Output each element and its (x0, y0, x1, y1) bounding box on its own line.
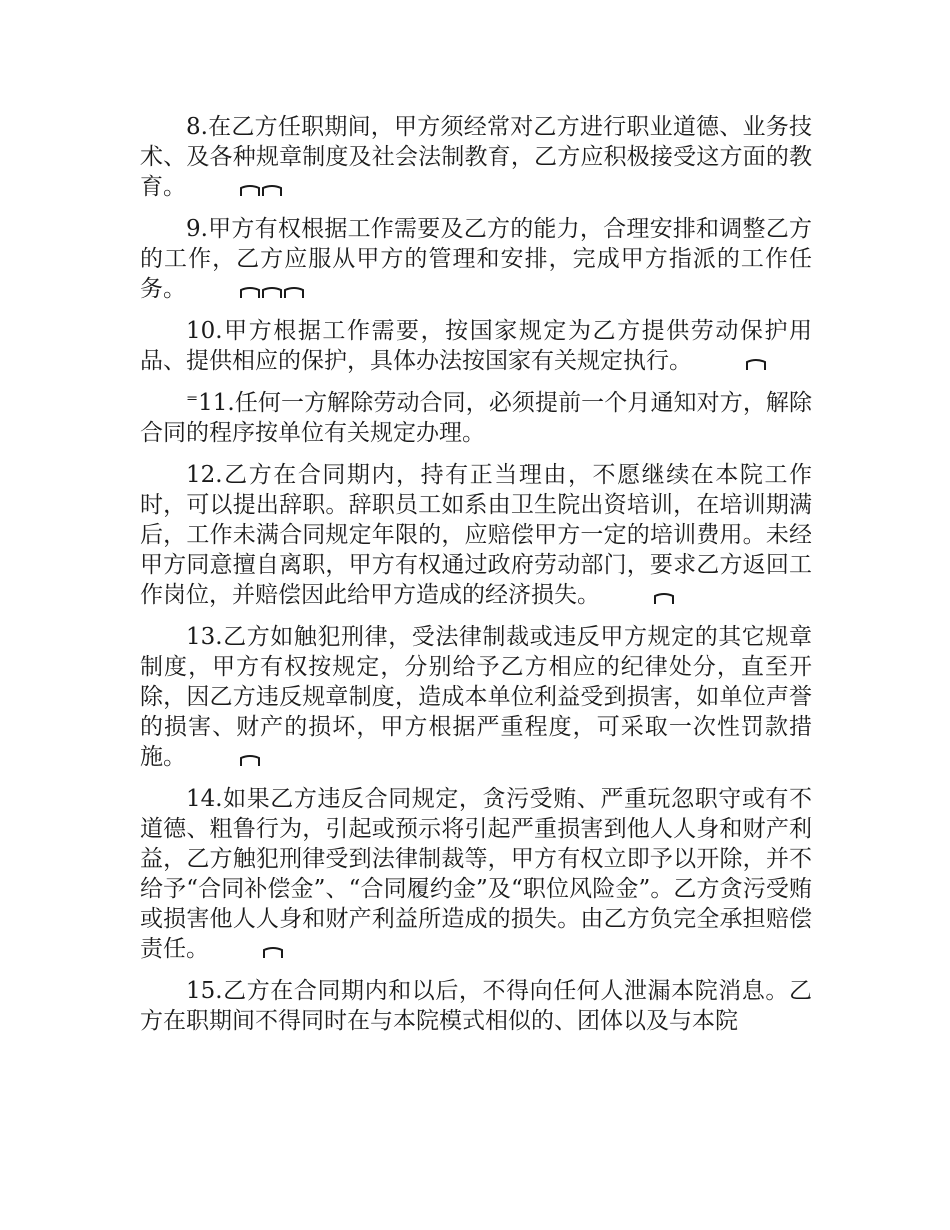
clause-text: 13.乙方如触犯刑律，受法律制裁或违反甲方规定的其它规章制度，甲方有权按规定，分别给予乙方相应的纪律处分，直至开除，因乙方违反规章制度，造成本单位利益受到损害，如单位声誉的损害、财产的损坏，甲方根据严重程度，可采取一次性罚款措施。 (140, 624, 812, 770)
paragraph-mark-glyph (241, 288, 259, 298)
paragraph-mark-icon (217, 934, 283, 964)
clause-text: ⁼11.任何一方解除劳动合同，必须提前一个月通知对方，解除合同的程序按单位有关规定办理。 (140, 390, 812, 446)
clause-15 (140, 976, 812, 1036)
clause-13 (140, 622, 812, 772)
paragraph-mark-icon (608, 580, 674, 610)
clause-text: 8.在乙方任职期间，甲方须经常对乙方进行职业道德、业务技术、及各种规章制度及社会法制教育，乙方应积极接受这方面的教育。 (140, 114, 812, 200)
paragraph-mark-glyph (263, 186, 281, 196)
clause-8 (140, 112, 812, 202)
paragraph-mark-svg (746, 357, 766, 371)
paragraph-mark-glyph (241, 756, 259, 766)
paragraph-mark-glyph (747, 360, 765, 370)
paragraph-mark-glyph (285, 288, 303, 298)
paragraph-mark-icon (194, 742, 260, 772)
paragraph-mark-svg (240, 183, 282, 197)
clause-10 (140, 316, 812, 376)
clause-text: 15.乙方在合同期内和以后，不得向任何人泄漏本院消息。乙方在职期间不得同时在与本院模式相似的、团体以及与本院 (140, 978, 812, 1034)
paragraph-mark-glyph (241, 186, 259, 196)
clause-12 (140, 460, 812, 610)
clause-11 (140, 388, 812, 448)
paragraph-mark-svg (654, 591, 674, 605)
clause-text: 12.乙方在合同期内，持有正当理由，不愿继续在本院工作时，可以提出辞职。辞职员工如系由卫生院出资培训，在培训期满后，工作未满合同规定年限的，应赔偿甲方一定的培训费用。未经甲方同意擅自离职，甲方有权通过政府劳动部门，要求乙方返回工作岗位，并赔偿因此给甲方造成的经济损失。 (140, 462, 812, 608)
paragraph-mark-icon (194, 274, 304, 304)
clause-text: 10.甲方根据工作需要，按国家规定为乙方提供劳动保护用品、提供相应的保护，具体办法按国家有关规定执行。 (140, 318, 812, 374)
paragraph-mark-glyph (263, 288, 281, 298)
paragraph-mark-icon (194, 172, 282, 202)
paragraph-mark-svg (240, 285, 304, 299)
clause-text: 9.甲方有权根据工作需要及乙方的能力，合理安排和调整乙方的工作，乙方应服从甲方的管理和安排，完成甲方指派的工作任务。 (140, 216, 812, 302)
paragraph-mark-glyph (655, 594, 673, 604)
clause-text: 14.如果乙方违反合同规定，贪污受贿、严重玩忽职守或有不道德、粗鲁行为，引起或预示将引起严重损害到他人人身和财产利益，乙方触犯刑律受到法律制裁等，甲方有权立即予以开除，并不给予“合同补偿金”、“合同履约金”及“职位风险金”。乙方贪污受贿或损害他人人身和财产利益所造成的损失。由乙方负完全承担赔偿责任。 (140, 786, 812, 962)
paragraph-mark-svg (263, 945, 283, 959)
contract-clauses (140, 112, 812, 1048)
paragraph-mark-glyph (264, 948, 282, 958)
paragraph-mark-icon (700, 346, 766, 376)
clause-14 (140, 784, 812, 964)
paragraph-mark-svg (240, 753, 260, 767)
clause-9 (140, 214, 812, 304)
